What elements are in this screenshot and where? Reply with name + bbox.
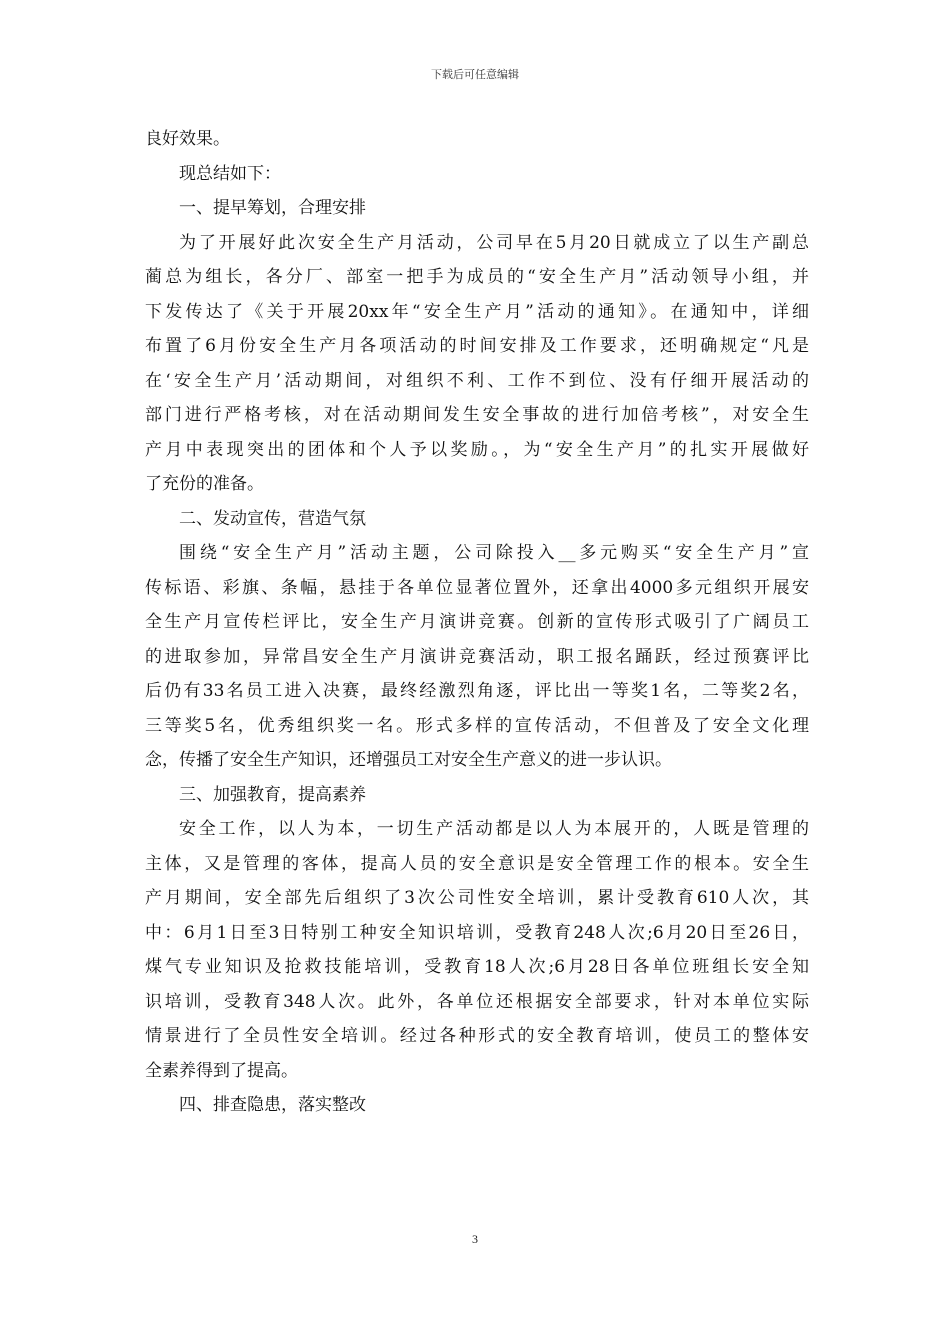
text-line: 全素养得到了提高。: [145, 1060, 298, 1081]
text-line: 良好效果。: [145, 129, 230, 149]
text-line: 四、排查隐患，落实整改: [179, 1095, 366, 1115]
text-line: 三、加强教育，提高素养: [179, 784, 366, 805]
text-line: 布置了6月份安全生产月各项活动的时间安排及工作要求，还明确规定“凡是: [145, 336, 809, 356]
text-line: 情景进行了全员性安全培训。经过各种形式的安全教育培训，使员工的整体安: [145, 1026, 809, 1046]
text-line: 部门进行严格考核，对在活动期间发生安全事故的进行加倍考核”，对安全生: [145, 405, 809, 425]
text-line: 蔺总为组长，各分厂、部室一把手为成员的“安全生产月”活动领导小组，并: [145, 267, 809, 287]
text-line: 安全工作，以人为本，一切生产活动都是以人为本展开的，人既是管理的: [179, 819, 809, 839]
text-line: 煤气专业知识及抢救技能培训，受教育18人次;6月28日各单位班组长安全知: [145, 957, 809, 977]
text-line: 主体，又是管理的客体，提高人员的安全意识是安全管理工作的根本。安全生: [145, 853, 809, 874]
text-line: 二、发动宣传，营造气氛: [179, 508, 366, 529]
text-line: 识培训，受教育348人次。此外，各单位还根据安全部要求，针对本单位实际: [145, 991, 809, 1012]
text-line: 为了开展好此次安全生产月活动，公司早在5月20日就成立了以生产副总: [179, 232, 809, 253]
text-line: 传标语、彩旗、条幅，悬挂于各单位显著位置外，还拿出4000多元组织开展安: [145, 577, 809, 598]
text-line: 在‘安全生产月’活动期间，对组织不利、工作不到位、没有仔细开展活动的: [145, 370, 809, 391]
text-line: 后仍有33名员工进入决赛，最终经激烈角逐，评比出一等奖1名，二等奖2名，: [145, 681, 809, 701]
text-line: 的进取参加，异常昌安全生产月演讲竞赛活动，职工报名踊跃，经过预赛评比: [145, 646, 809, 667]
text-line: 中：6月1日至3日特别工种安全知识培训，受教育248人次;6月20日至26日，: [145, 922, 809, 943]
text-line: 现总结如下：: [179, 163, 281, 184]
page-header: 下载后可任意编辑: [431, 68, 519, 81]
text-line: 下发传达了《关于开展20xx年“安全生产月”活动的通知》。在通知中，详细: [145, 301, 809, 322]
text-line: 念，传播了安全生产知识，还增强员工对安全生产意义的进一步认识。: [145, 750, 672, 770]
text-line: 了充份的准备。: [145, 474, 264, 494]
text-line: 产月中表现突出的团体和个人予以奖励。，为“安全生产月”的扎实开展做好: [145, 439, 809, 460]
text-line: 全生产月宣传栏评比，安全生产月演讲竞赛。创新的宣传形式吸引了广阔员工: [145, 612, 809, 632]
document-body: [145, 122, 809, 1123]
text-line: 产月期间，安全部先后组织了3次公司性安全培训，累计受教育610人次，其: [145, 888, 809, 908]
text-line: 三等奖5名，优秀组织奖一名。形式多样的宣传活动，不但普及了安全文化理: [145, 715, 809, 736]
text-line: 围绕“安全生产月”活动主题，公司除投入__多元购买“安全生产月”宣: [179, 543, 809, 563]
page-number: 3: [472, 1232, 478, 1246]
text-line: 一、提早筹划，合理安排: [179, 198, 366, 218]
